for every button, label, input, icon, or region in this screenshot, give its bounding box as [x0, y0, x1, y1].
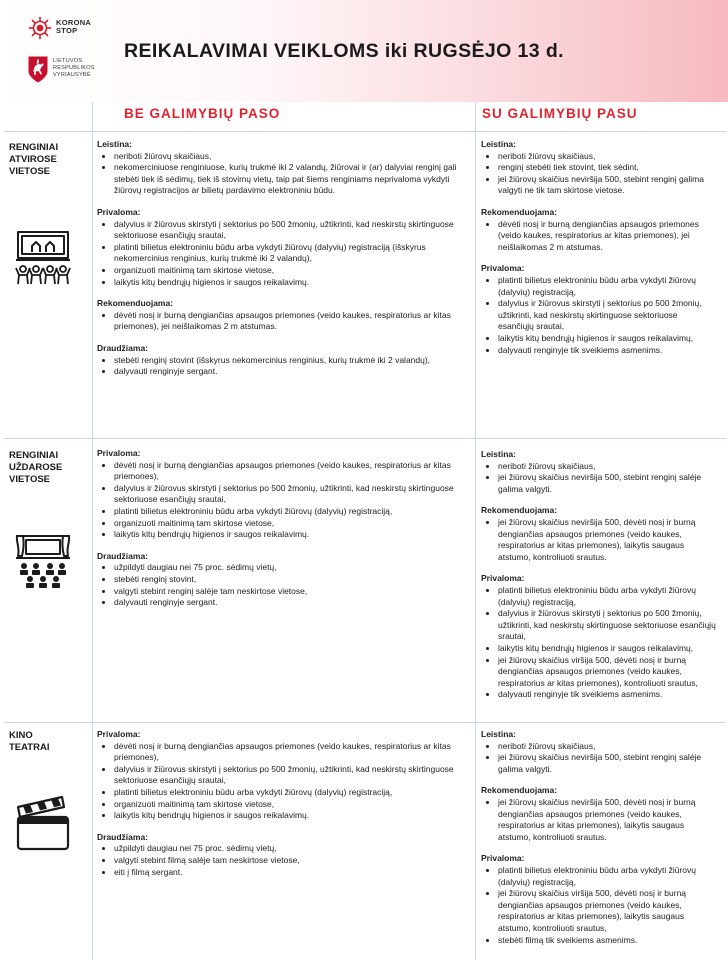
government-wordmark	[53, 58, 95, 79]
row-divider-2	[4, 722, 726, 723]
row-label-line: TEATRAI	[9, 742, 50, 753]
requirement-item: • jei žiūrovų skaičius neviršija 500, stebint renginį salėje galima valgyti.	[498, 752, 713, 775]
requirement-item: • dalyvauti renginyje tik sveikiems asmenims.	[498, 689, 717, 701]
requirement-list	[481, 865, 713, 946]
indoor-theater-icon	[12, 530, 74, 592]
requirement-item: • laikytis kitų bendrųjų higienos ir saugos reikalavimų.	[114, 810, 469, 822]
requirement-list	[97, 310, 469, 333]
requirement-item: • organizuoti maitinimą tam skirtose vietose,	[114, 799, 469, 811]
cell-indoor-without-pass	[97, 448, 469, 609]
requirement-list	[481, 461, 717, 496]
requirement-item: • jei žiūrovų skaičius neviršija 500, stebint renginį galima valgyti ne tik tam skirtose vietose.	[498, 174, 713, 197]
requirement-section	[97, 832, 469, 878]
gov-line-3: VYRIAUSYBĖ	[53, 72, 91, 78]
requirement-item: • platinti bilietus elektroniniu būdu arba vykdyti žiūrovų (dalyvių) registraciją (išskyrus nekomercinius renginius, kurių trukmė iki 2 valandų),	[114, 242, 469, 265]
section-title: Leistina:	[97, 139, 132, 149]
requirement-item: • neriboti žiūrovų skaičiaus,	[498, 741, 713, 753]
requirement-item: • dalyvauti renginyje sergant.	[114, 597, 469, 609]
requirement-item: • dalyvius ir žiūrovus skirstyti į sektorius po 500 žmonių, užtikrinti, kad neskirstų skirtinguose sektoriuose esančiųjų srautai,	[114, 219, 469, 242]
row-label-indoor	[9, 450, 62, 486]
requirement-list	[481, 741, 713, 776]
column-divider-left	[92, 102, 93, 960]
section-title: Privaloma:	[481, 573, 525, 584]
requirement-item: • užpildyti daugiau nei 75 proc. sėdimų vietų,	[114, 843, 469, 855]
requirement-section	[481, 853, 713, 946]
requirement-list	[481, 275, 713, 356]
requirement-item: • platinti bilietus elektroniniu būdu arba vykdyti žiūrovų (dalyvių) registraciją,	[114, 506, 469, 518]
requirement-item: • dalyvius ir žiūrovus skirstyti į sektorius po 500 žmonių, užtikrinti, kad neskirstų skirtinguose sektoriuose esančiųjų srautai,	[114, 764, 469, 787]
page-title: REIKALAVIMAI VEIKLOMS iki RUGSĖJO 13 d.	[124, 40, 564, 62]
requirement-item: • dėvėti nosį ir burną dengiančias apsaugos priemones (veido kaukes, respiratorius ar kitas priemones),	[114, 741, 469, 764]
requirement-item: • valgyti stebint filmą salėje tam neskirtose vietose,	[114, 855, 469, 867]
section-title: Draudžiama:	[97, 342, 149, 353]
section-title: Rekomenduojama:	[481, 505, 558, 516]
header-row-divider	[4, 131, 726, 132]
row-label-line: VIETOSE	[9, 474, 51, 485]
requirement-item: • platinti bilietus elektroniniu būdu arba vykdyti žiūrovų (dalyvių) registraciją,	[114, 787, 469, 799]
requirement-item: • dėvėti nosį ir burną dengiančias apsaugos priemones (veido kaukes, respiratorius ar kitas priemones), jei neišlaikomas 2 m atstumas.	[114, 310, 469, 333]
stop-word: STOP	[56, 26, 78, 35]
requirement-section	[481, 729, 713, 775]
section-title: Privaloma:	[97, 448, 141, 458]
requirement-item: • laikytis kitų bendrųjų higienos ir saugos reikalavimų,	[498, 643, 717, 655]
gov-line-1: LIETUVOS	[53, 58, 83, 64]
requirement-section	[97, 551, 469, 609]
requirement-item: • stebėti renginį stovint,	[114, 574, 469, 586]
requirement-list	[97, 219, 469, 289]
requirement-item: • jei žiūrovų skaičius viršija 500, dėvėti nosį ir burną dengiančias apsaugos priemones (veido kaukes, respiratorius ar kitas priemones), laikytis saugaus atstumo, kontroliuoti srautus,	[498, 888, 713, 934]
requirement-item: • dėvėti nosį ir burną dengiančias apsaugos priemones (veido kaukes, respiratorius ar kitas priemones), jei neišlaikomas 2 m atstumas.	[498, 219, 713, 254]
cell-open-air-with-pass	[481, 139, 713, 356]
requirement-item: • stebėti renginį stovint (išskyrus nekomercinius renginius, kurių trukmė iki 2 valandų),	[114, 355, 469, 367]
requirement-item: • jei žiūrovų skaičius neviršija 500, dėvėti nosį ir burną dengiančias apsaugos priemones (veido kaukes, respiratorius ar kitas priemones), laikytis saugaus atstumo, kontroliuoti srautus.	[498, 517, 717, 563]
requirement-list	[481, 219, 713, 254]
section-title: Privaloma:	[97, 206, 141, 217]
requirement-item: • dalyvius ir žiūrovus skirstyti į sektorius po 500 žmonių, užtikrinti, kad neskirstų skirtinguose sektoriuose esančiųjų srautai,	[498, 608, 717, 643]
requirement-list	[97, 741, 469, 822]
requirement-item: • eiti į filmą sergant.	[114, 867, 469, 879]
requirement-section	[481, 449, 717, 495]
requirement-item: • laikytis kitų bendrųjų higienos ir saugos reikalavimų,	[498, 333, 713, 345]
row-label-line: VIETOSE	[9, 166, 51, 177]
requirement-section	[481, 263, 713, 356]
requirement-item: • laikytis kitų bendrųjų higienos ir saugos reikalavimų.	[114, 277, 469, 289]
row-label-open-air	[9, 142, 58, 178]
row-label-line: ATVIROSE	[9, 154, 57, 165]
row-label-line: KINO	[9, 730, 33, 741]
requirement-section	[481, 207, 713, 253]
requirement-item: • platinti bilietus elektroniniu būdu arba vykdyti žiūrovų (dalyvių) registraciją,	[498, 275, 713, 298]
cell-indoor-with-pass	[481, 449, 717, 701]
section-title: Leistina:	[481, 449, 516, 459]
open-air-concert-icon	[12, 228, 74, 290]
cell-open-air-without-pass	[97, 139, 469, 378]
requirement-section	[481, 573, 717, 701]
section-title: Privaloma:	[481, 853, 525, 864]
requirement-list	[97, 562, 469, 608]
requirement-item: • jei žiūrovų skaičius viršija 500, dėvėti nosį ir burną dengiančias apsaugos priemones (veido kaukes, respiratorius ar kitas priemones), kontroliuoti srautus,	[498, 655, 717, 690]
requirement-section	[481, 785, 713, 843]
clapperboard-icon	[12, 793, 74, 855]
government-logo	[28, 56, 128, 88]
requirement-item: • dalyvauti renginyje sergant.	[114, 366, 469, 378]
requirement-item: • laikytis kitų bendrųjų higienos ir saugos reikalavimų.	[114, 529, 469, 541]
requirement-item: • platinti bilietus elektroniniu būdu arba vykdyti žiūrovų (dalyvių) registraciją,	[498, 865, 713, 888]
section-title: Privaloma:	[97, 729, 141, 739]
cell-cinema-with-pass	[481, 729, 713, 946]
section-title: Rekomenduojama:	[97, 298, 174, 309]
cell-cinema-without-pass	[97, 729, 469, 878]
requirement-section	[97, 139, 469, 197]
section-title: Leistina:	[481, 729, 516, 739]
requirement-list	[481, 797, 713, 843]
requirement-item: • organizuoti maitinimą tam skirtose vietose,	[114, 265, 469, 277]
section-title: Draudžiama:	[97, 550, 149, 561]
requirement-item: • dalyvauti renginyje tik sveikiems asmenims.	[498, 345, 713, 357]
requirement-list	[97, 355, 469, 378]
section-title: Rekomenduojama:	[481, 785, 558, 796]
requirement-item: • dalyvius ir žiūrovus skirstyti į sektorius po 500 žmonių, užtikrinti, kad neskirstų skirtinguose sektoriuose esančiųjų srautai,	[498, 298, 713, 333]
gov-line-2: RESPUBLIKOS	[53, 65, 95, 71]
row-label-line: UŽDAROSE	[9, 462, 63, 473]
requirement-section	[97, 207, 469, 288]
requirement-item: • neriboti žiūrovų skaičiaus,	[114, 151, 469, 163]
requirement-item: • platinti bilietus elektroniniu būdu arba vykdyti žiūrovų (dalyvių) registraciją,	[498, 585, 717, 608]
section-title: Privaloma:	[481, 263, 525, 274]
requirement-section	[481, 139, 713, 197]
requirement-item: • neriboti žiūrovų skaičiaus,	[498, 151, 713, 163]
korona-stop-wordmark	[56, 19, 91, 35]
requirement-item: • dėvėti nosį ir burną dengiančias apsaugos priemones (veido kaukes, respiratorius ar kitas priemones),	[114, 460, 469, 483]
requirement-section	[97, 298, 469, 333]
requirement-section	[97, 729, 469, 822]
requirement-item: • neriboti žiūrovų skaičiaus,	[498, 461, 717, 473]
virus-icon	[28, 16, 52, 40]
section-title: Draudžiama:	[97, 831, 149, 842]
requirement-item: • užpildyti daugiau nei 75 proc. sėdimų vietų,	[114, 562, 469, 574]
requirement-item: • nekomerciniuose renginiuose, kurių trukmė iki 2 valandų, žiūrovai ir (ar) dalyviai renginį gali stebėti tiek iš sėdimų, tiek iš stovimų vietų, taip pat šiems renginiams neprivaloma vykdyti žiūrovų registracijos ar bilietų pardavimo elektroniniu būdu.	[114, 162, 469, 197]
requirement-list	[97, 151, 469, 197]
requirement-item: • stebėti filmą tik sveikiems asmenims.	[498, 935, 713, 947]
row-label-line: RENGINIAI	[9, 450, 59, 461]
requirement-section	[97, 343, 469, 378]
row-label-line: RENGINIAI	[9, 142, 59, 153]
section-title: Rekomenduojama:	[481, 206, 558, 217]
requirement-item: • dalyvius ir žiūrovus skirstyti į sektorius po 500 žmonių, užtikrinti, kad neskirstų skirtinguose sektoriuose esančiųjų srautai,	[114, 483, 469, 506]
column-header-without-pass: BE GALIMYBIŲ PASO	[124, 106, 281, 121]
requirement-item: • jei žiūrovų skaičius neviršija 500, stebint renginį salėje galima valgyti.	[498, 472, 717, 495]
row-label-cinema	[9, 730, 49, 754]
requirement-list	[481, 585, 717, 701]
korona-word: KORONA	[56, 18, 92, 27]
requirement-list	[481, 151, 713, 197]
row-divider-1	[4, 438, 726, 439]
page-header	[0, 0, 728, 102]
korona-stop-logo	[28, 16, 108, 46]
requirement-item: • organizuoti maitinimą tam skirtose vietose,	[114, 518, 469, 530]
vytis-coat-of-arms-icon	[28, 56, 48, 83]
column-divider-right	[475, 102, 476, 960]
section-title: Leistina:	[481, 139, 516, 149]
requirement-item: • valgyti stebint renginį salėje tam neskirtose vietose,	[114, 586, 469, 598]
requirement-section	[481, 505, 717, 563]
requirement-list	[97, 460, 469, 541]
requirement-list	[481, 517, 717, 563]
column-header-with-pass: SU GALIMYBIŲ PASU	[482, 106, 638, 121]
requirement-list	[97, 843, 469, 878]
requirement-item: • renginį stebėti tiek stovint, tiek sėdint,	[498, 162, 713, 174]
requirement-item: • jei žiūrovų skaičius neviršija 500, dėvėti nosį ir burną dengiančias apsaugos priemones (veido kaukes, respiratorius ar kitas priemones), laikytis saugaus atstumo, kontroliuoti srautus.	[498, 797, 713, 843]
requirement-section	[97, 448, 469, 541]
